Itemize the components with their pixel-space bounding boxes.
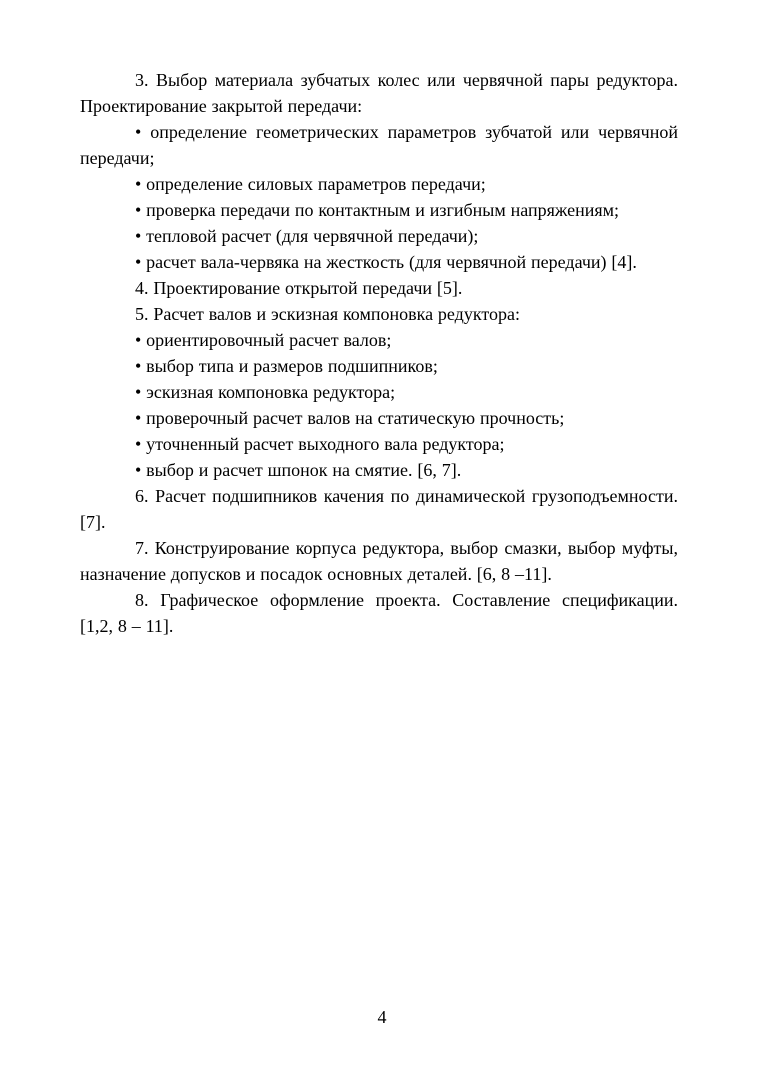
bullet-list-item: • проверка передачи по контактным и изгибным напряжениям; bbox=[135, 200, 620, 220]
numbered-paragraph: 7. Конструирование корпуса редуктора, выбор смазки, выбор муфты, назначение допусков и посадок основных деталей. [6, 8 –11]. bbox=[80, 538, 678, 584]
bullet-list-item: • эскизная компоновка редуктора; bbox=[135, 382, 396, 402]
bullet-list-item: • ориентировочный расчет валов; bbox=[135, 330, 392, 350]
numbered-paragraph: 3. Выбор материала зубчатых колес или червячной пары редуктора. Проектирование закрытой передачи: bbox=[80, 70, 678, 116]
numbered-paragraph: 8. Графическое оформление проекта. Составление спецификации. [1,2, 8 – 11]. bbox=[80, 590, 678, 636]
bullet-list-item: • расчет вала-червяка на жесткость (для червячной передачи) [4]. bbox=[135, 252, 637, 272]
numbered-paragraph: 5. Расчет валов и эскизная компоновка редуктора: bbox=[135, 304, 520, 324]
numbered-paragraph: 4. Проектирование открытой передачи [5]. bbox=[135, 278, 463, 298]
text-block bbox=[80, 67, 678, 639]
bullet-list-item: • выбор типа и размеров подшипников; bbox=[135, 356, 438, 376]
bullet-list-item: • уточненный расчет выходного вала редуктора; bbox=[135, 434, 505, 454]
numbered-paragraph: 6. Расчет подшипников качения по динамической грузоподъемности. [7]. bbox=[80, 486, 678, 532]
bullet-list-item: • определение силовых параметров передачи; bbox=[135, 174, 486, 194]
bullet-list-item: • определение геометрических параметров зубчатой или червячной передачи; bbox=[80, 122, 678, 168]
bullet-list-item: • проверочный расчет валов на статическую прочность; bbox=[135, 408, 565, 428]
page-number: 4 bbox=[377, 1007, 387, 1027]
bullet-list-item: • тепловой расчет (для червячной передачи); bbox=[135, 226, 479, 246]
bullet-list-item: • выбор и расчет шпонок на смятие. [6, 7]. bbox=[135, 460, 462, 480]
